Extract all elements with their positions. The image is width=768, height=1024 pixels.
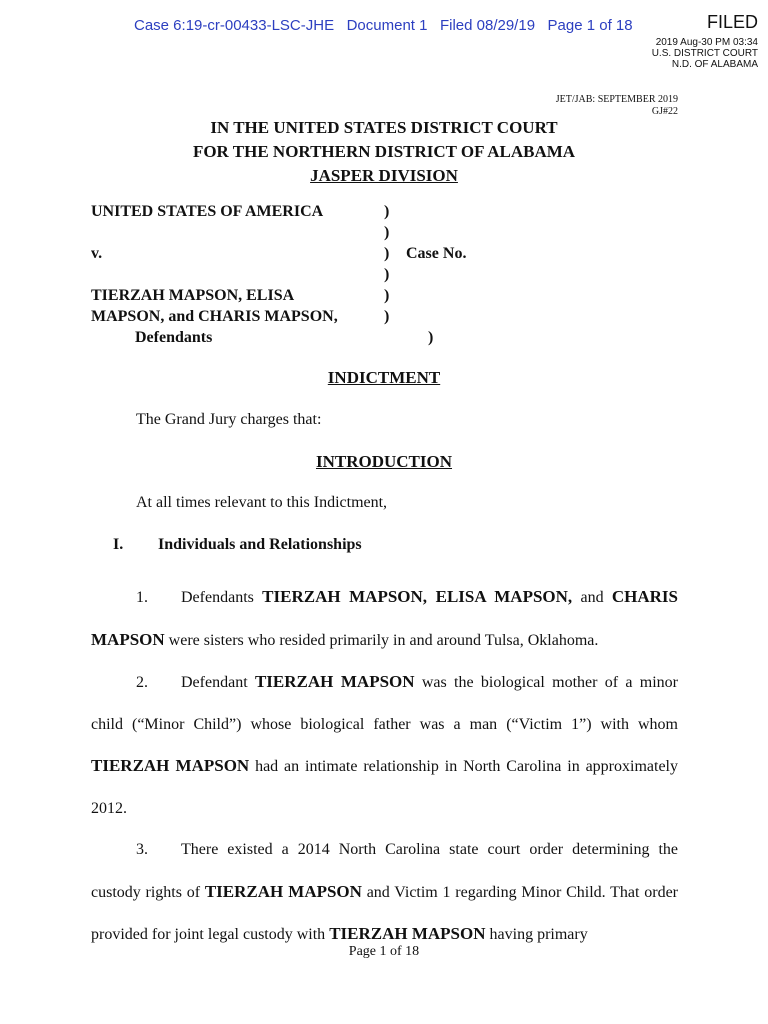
paragraph-number: 2. (136, 674, 148, 691)
paragraph-text: There existed a 2014 North Carolina state court order determining the custody rights of (91, 841, 678, 901)
caption-paren: ) (384, 287, 390, 304)
case-caption (91, 201, 691, 348)
filed-district: N.D. OF ALABAMA (671, 59, 758, 70)
court-line1: IN THE UNITED STATES DISTRICT COURT (210, 118, 558, 137)
paragraph-2 (91, 661, 678, 829)
caption-paren: ) (384, 245, 390, 262)
section-number: I. (113, 536, 124, 553)
grand-jury-statement: The Grand Jury charges that: (136, 411, 322, 428)
paragraph-number: 3. (136, 841, 148, 858)
court-line2: FOR THE NORTHERN DISTRICT OF ALABAMA (192, 142, 576, 161)
paragraph-text: were sisters who resided primarily in and around Tulsa, Oklahoma. (164, 631, 599, 649)
defendant-name: TIERZAH MAPSON (204, 881, 362, 901)
docket-line1: JET/JAB: SEPTEMBER 2019 (555, 94, 678, 105)
caption-paren: ) (428, 329, 434, 346)
indictment-body (91, 576, 678, 956)
court-division: JASPER DIVISION (310, 166, 458, 185)
section-heading (113, 536, 362, 554)
relevant-times-statement: At all times relevant to this Indictment, (136, 494, 388, 511)
caption-paren: ) (384, 266, 390, 283)
paragraph-text: Defendant (181, 674, 255, 691)
paragraph-text: was the biological mother of a minor child (“Minor Child”) whose biological father was a man (“Victim 1”) with whom (91, 674, 678, 733)
paragraph-3 (91, 829, 678, 956)
paragraph-text: and Victim 1 regarding Minor Child. That order provided for joint legal custody with (91, 883, 678, 943)
paragraph-text: and (572, 589, 612, 606)
defendants-line1: TIERZAH MAPSON, ELISA (91, 287, 295, 304)
paragraph-text: having primary (485, 926, 588, 943)
defendant-name: CHARIS MAPSON (91, 587, 678, 649)
defendant-name: TIERZAH MAPSON, ELISA MAPSON, (262, 587, 573, 606)
filed-label: FILED (706, 12, 758, 32)
paragraph-text: had an intimate relationship in North Carolina in approximately 2012. (91, 758, 678, 817)
page-footer: Page 1 of 18 (348, 944, 420, 959)
ecf-header: Case 6:19-cr-00433-LSC-JHE Document 1 Filed 08/29/19 Page 1 of 18 (134, 17, 633, 34)
docket-initials (556, 94, 678, 118)
case-number-label: Case No. (406, 245, 467, 262)
versus-label: v. (91, 245, 103, 262)
defendant-name: TIERZAH MAPSON (254, 672, 415, 691)
caption-paren: ) (384, 224, 390, 241)
section-title: Individuals and Relationships (158, 536, 362, 553)
plaintiff-name: UNITED STATES OF AMERICA (91, 203, 324, 220)
caption-paren: ) (384, 203, 390, 220)
defendants-label: Defendants (135, 329, 213, 346)
filed-court: U.S. DISTRICT COURT (651, 48, 758, 59)
defendant-name: TIERZAH MAPSON (329, 924, 486, 943)
filed-stamp (652, 12, 758, 70)
docket-line2: GJ#22 (651, 106, 678, 117)
caption-paren: ) (384, 308, 390, 325)
paragraph-number: 1. (136, 589, 148, 606)
paragraph-1 (91, 576, 678, 661)
filed-datetime: 2019 Aug-30 PM 03:34 (655, 37, 758, 48)
court-title (0, 116, 768, 188)
introduction-heading: INTRODUCTION (315, 452, 453, 471)
paragraph-text: Defendants (181, 589, 263, 606)
indictment-heading: INDICTMENT (327, 368, 441, 387)
defendants-line2: MAPSON, and CHARIS MAPSON, (91, 308, 338, 325)
defendant-name: TIERZAH MAPSON (91, 756, 250, 775)
